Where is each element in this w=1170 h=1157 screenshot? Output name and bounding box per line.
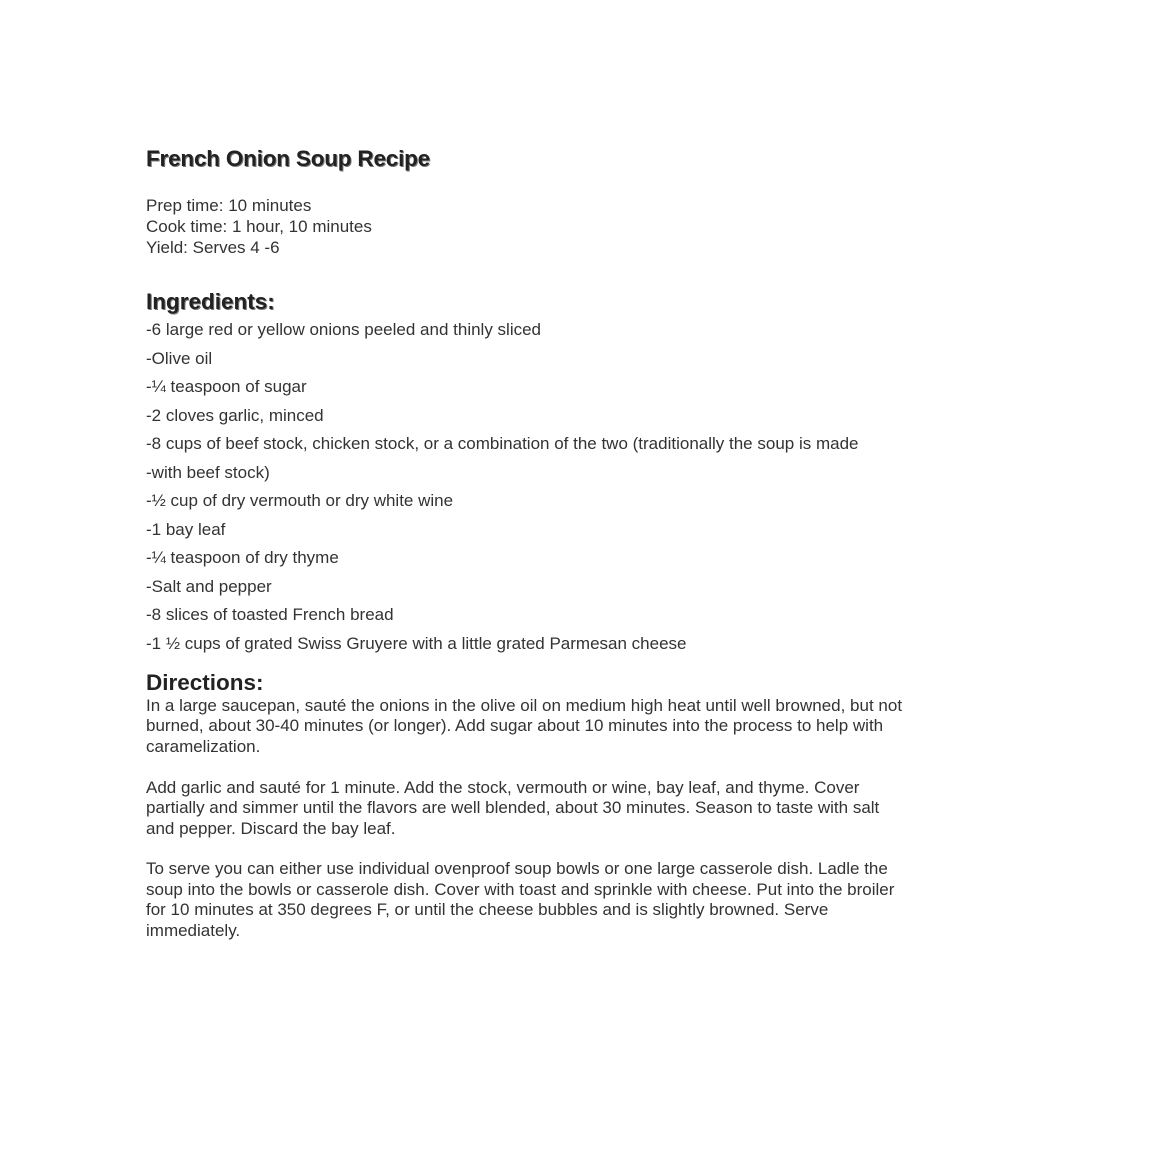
ingredient-item: -2 cloves garlic, minced <box>146 405 324 425</box>
direction-paragraph: In a large saucepan, sauté the onions in the olive oil on medium high heat until well browned, but not burned, about 30-40 minutes (or longer). Add sugar about 10 minutes into the process to help with caramelization. <box>146 696 903 756</box>
ingredient-item: -with beef stock) <box>146 462 270 482</box>
ingredient-item: -Olive oil <box>146 348 213 368</box>
ingredient-item: -¼ teaspoon of dry thyme <box>146 548 339 567</box>
recipe-meta <box>146 195 906 258</box>
recipe-document <box>146 143 906 962</box>
ingredients-heading: Ingredients: <box>146 289 275 314</box>
ingredient-item: -¼ teaspoon of sugar <box>146 377 307 396</box>
cook-time: Cook time: 1 hour, 10 minutes <box>146 217 372 236</box>
page-title: French Onion Soup Recipe <box>146 146 430 171</box>
direction-paragraph: To serve you can either use individual ovenproof soup bowls or one large casserole dish. Ladle the soup into the bowls or casserole dish. Cover with toast and sprinkle with cheese. Put into the broiler for 10 minutes at 350 degrees F, or until the cheese bubbles and is slightly browned. Serve immediately. <box>146 859 895 940</box>
direction-paragraph: Add garlic and sauté for 1 minute. Add the stock, vermouth or wine, bay leaf, and thyme. Cover partially and simmer until the flavors are well blended, about 30 minutes. Season to taste with salt and pepper. Discard the bay leaf. <box>146 777 880 838</box>
ingredients-list <box>146 316 906 658</box>
ingredient-item: -8 slices of toasted French bread <box>146 605 394 624</box>
yield: Yield: Serves 4 -6 <box>146 238 280 257</box>
ingredient-item: -1 ½ cups of grated Swiss Gruyere with a little grated Parmesan cheese <box>146 633 687 653</box>
ingredient-item: -½ cup of dry vermouth or dry white wine <box>146 491 454 510</box>
ingredient-item: -6 large red or yellow onions peeled and thinly sliced <box>146 320 542 339</box>
ingredient-item: -1 bay leaf <box>146 519 226 539</box>
ingredient-item: -8 cups of beef stock, chicken stock, or a combination of the two (traditionally the soup is made <box>146 434 859 453</box>
prep-time: Prep time: 10 minutes <box>146 196 312 215</box>
directions-heading: Directions: <box>146 670 264 695</box>
directions-list <box>146 696 906 941</box>
ingredient-item: -Salt and pepper <box>146 576 272 596</box>
